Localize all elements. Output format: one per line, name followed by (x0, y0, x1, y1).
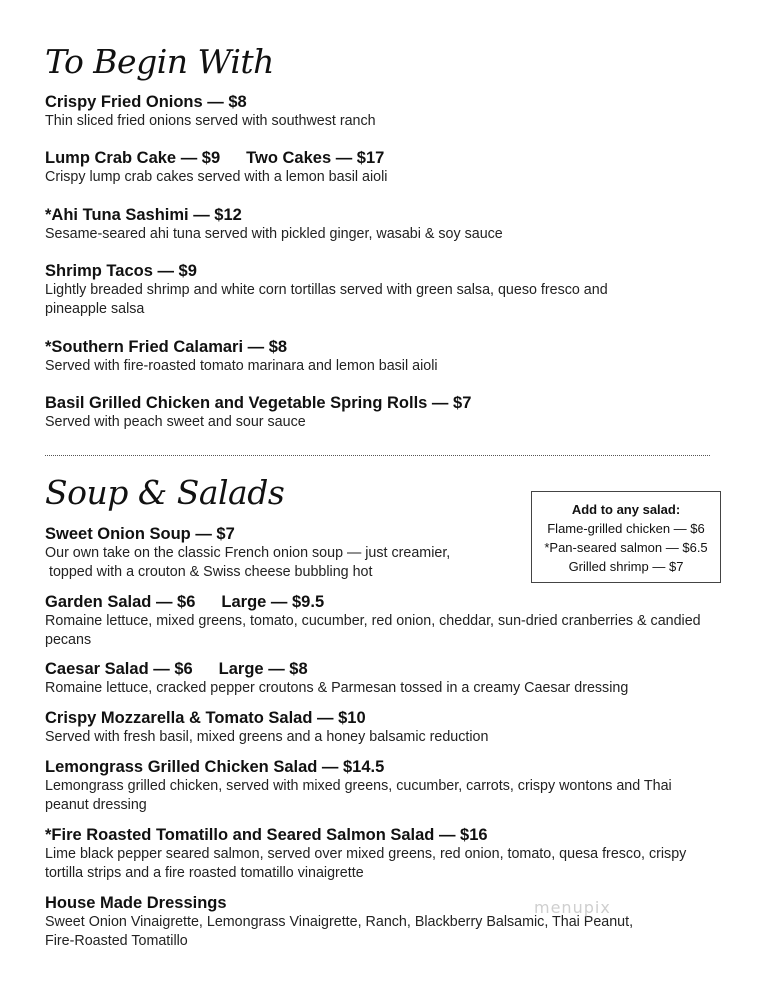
item-name: *Southern Fried Calamari — $8 (45, 338, 288, 356)
item-name-single: Lump Crab Cake — $9 (45, 149, 221, 167)
section-divider (45, 455, 710, 456)
item-description: Romaine lettuce, cracked pepper croutons & Parmesan tossed in a creamy Caesar dressing (45, 680, 629, 696)
item-name: Basil Grilled Chicken and Vegetable Spring Rolls — $7 (45, 394, 472, 412)
item-description: Lemongrass grilled chicken, served with mixed greens, cucumber, carrots, crispy wontons and Thai peanut dressing (45, 778, 672, 813)
menu-item-lump-crab-cake (45, 148, 735, 187)
add-on-item: *Pan-seared salmon — $6.5 (544, 540, 708, 555)
add-on-item: Grilled shrimp — $7 (568, 559, 684, 574)
menu-item-ahi-tuna-sashimi (45, 205, 735, 244)
item-name: House Made Dressings (45, 894, 227, 912)
item-description: Thin sliced fried onions served with southwest ranch (45, 113, 376, 129)
item-name-regular: Caesar Salad — $6 (45, 660, 193, 678)
menu-item-tomatillo-salmon-salad (45, 825, 735, 883)
menu-item-caesar-salad (45, 659, 735, 698)
item-name: *Ahi Tuna Sashimi — $12 (45, 206, 242, 224)
item-description: Lime black pepper seared salmon, served over mixed greens, red onion, tomato, quesa fresco, crispy tortilla strips and a fire roasted tomatillo vinaigrette (45, 846, 687, 881)
item-description: Served with fresh basil, mixed greens and a honey balsamic reduction (45, 729, 489, 745)
menu-item-southern-fried-calamari (45, 337, 735, 376)
item-name (45, 148, 735, 168)
item-name (45, 592, 735, 612)
item-name: Lemongrass Grilled Chicken Salad — $14.5 (45, 758, 385, 776)
add-to-salad-header: Add to any salad: (571, 502, 681, 517)
menu-item-house-made-dressings (45, 893, 735, 951)
item-description: Served with fire-roasted tomato marinara and lemon basil aioli (45, 358, 438, 374)
item-name-large: Large — $9.5 (221, 593, 325, 611)
menu-item-spring-rolls (45, 393, 735, 432)
watermark-logo: menupix (534, 898, 611, 917)
item-description: Crispy lump crab cakes served with a lemon basil aioli (45, 169, 388, 185)
section-title-soup-salads: Soup & Salads (45, 473, 285, 512)
menu-item-lemongrass-chicken-salad (45, 757, 735, 815)
item-name-double: Two Cakes — $17 (246, 149, 385, 167)
item-description: Served with peach sweet and sour sauce (45, 414, 306, 430)
add-on-item: Flame-grilled chicken — $6 (547, 521, 705, 536)
menu-item-crispy-mozzarella-tomato-salad (45, 708, 735, 747)
item-description: Sweet Onion Vinaigrette, Lemongrass Vinaigrette, Ranch, Blackberry Balsamic, Thai Peanut, Fire-Roasted Tomatillo (45, 914, 634, 949)
item-name (45, 659, 735, 679)
menu-item-crispy-fried-onions (45, 92, 735, 131)
menu-item-garden-salad (45, 592, 735, 650)
item-description: Sesame-seared ahi tuna served with pickled ginger, wasabi & soy sauce (45, 226, 503, 242)
section-title-to-begin-with: To Begin With (45, 42, 274, 81)
item-name: Sweet Onion Soup — $7 (45, 525, 235, 543)
item-name: Crispy Fried Onions — $8 (45, 93, 247, 111)
item-name: Shrimp Tacos — $9 (45, 262, 197, 280)
item-name-large: Large — $8 (218, 660, 308, 678)
item-description: Romaine lettuce, mixed greens, tomato, cucumber, red onion, cheddar, sun-dried cranberries & candied pecans (45, 613, 701, 648)
item-name: *Fire Roasted Tomatillo and Seared Salmon Salad — $16 (45, 826, 488, 844)
item-description: Lightly breaded shrimp and white corn tortillas served with green salsa, queso fresco and pineapple salsa (45, 282, 608, 317)
item-name-regular: Garden Salad — $6 (45, 593, 196, 611)
item-description: Our own take on the classic French onion soup — just creamier, (45, 545, 451, 561)
menu-item-sweet-onion-soup (45, 524, 735, 582)
item-name: Crispy Mozzarella & Tomato Salad — $10 (45, 709, 366, 727)
item-description-line-2: topped with a crouton & Swiss cheese bubbling hot (45, 564, 373, 580)
menu-item-shrimp-tacos (45, 261, 735, 319)
